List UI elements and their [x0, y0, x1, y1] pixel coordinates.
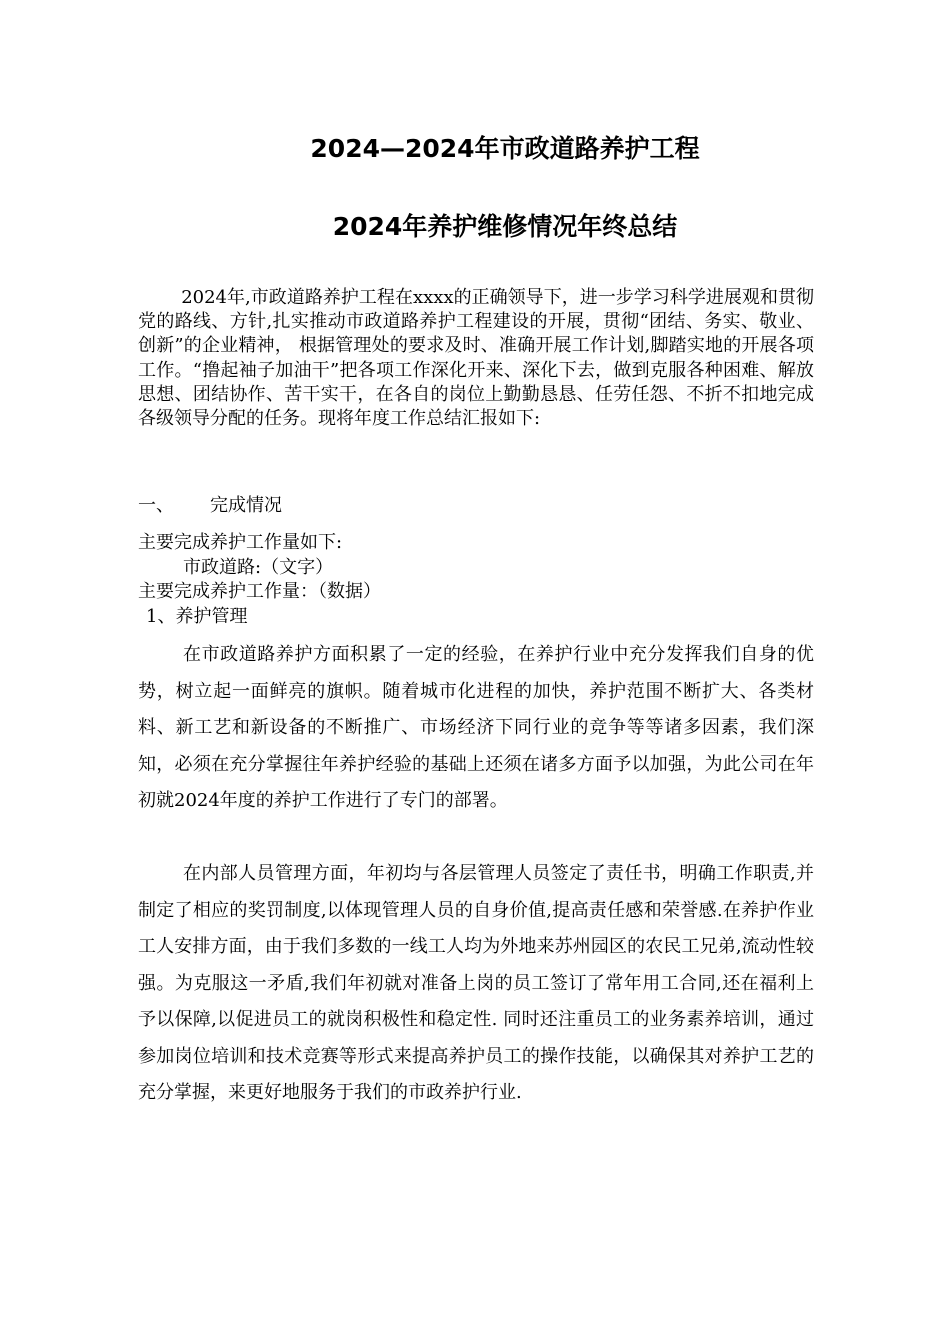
intro-paragraph: 2024年,市政道路养护工程在xxxx的正确领导下，进一步学习科学进展观和贯彻党的路线、方针,扎实推动市政道路养护工程建设的开展，贯彻“团结、务实、敬业、创新”的企业精神， 根据管理处的要求及时、准确开展工作计划,脚踏实地的开展各项工作。“撸起袖子加油干”把各项工作深化开来、深化下去，做到克服各种困难、解放思想、团结协作、苦干实干，在各自的岗位上勤勤恳恳、任劳任怨、不折不扣地完成各级领导分配的任务。现将年度工作总结汇报如下:: [138, 287, 814, 430]
body-paragraph-1: 在市政道路养护方面积累了一定的经验，在养护行业中充分发挥我们自身的优势，树立起一面鲜亮的旗帜。随着城市化进程的加快，养护范围不断扩大、各类材料、新工艺和新设备的不断推广、市场经济下同行业的竞争等等诸多因素，我们深知，必须在充分掌握往年养护经验的基础上还须在诸多方面予以加强，为此公司在年初就2024年度的养护工作进行了专门的部署。: [138, 644, 814, 811]
workload-data: 主要完成养护工作量：（数据）: [138, 581, 381, 602]
road-item: 市政道路:（文字）: [183, 557, 334, 578]
document-title-line1: 2024—2024年市政道路养护工程: [310, 134, 700, 163]
section-number: 一、: [138, 495, 174, 516]
document-title-line2: 2024年养护维修情况年终总结: [332, 212, 678, 241]
workload-lead: 主要完成养护工作量如下:: [138, 532, 343, 553]
section-heading-1: [138, 494, 282, 518]
body-paragraph-2: 在内部人员管理方面，年初均与各层管理人员签定了责任书，明确工作职责,并制定了相应的奖罚制度,以体现管理人员的自身价值,提高责任感和荣誉感.在养护作业工人安排方面，由于我们多数的一线工人均为外地来苏州园区的农民工兄弟,流动性较强。为克服这一矛盾,我们年初就对准备上岗的员工签订了常年用工合同,还在福利上予以保障,以促进员工的就岗积极性和稳定性. 同时还注重员工的业务素养培训，通过参加岗位培训和技术竞赛等形式来提高养护员工的操作技能，以确保其对养护工艺的充分掌握，来更好地服务于我们的市政养护行业.: [138, 863, 814, 1103]
section-title: 完成情况: [210, 495, 282, 516]
subsection-heading-1: 1、养护管理: [146, 606, 248, 627]
